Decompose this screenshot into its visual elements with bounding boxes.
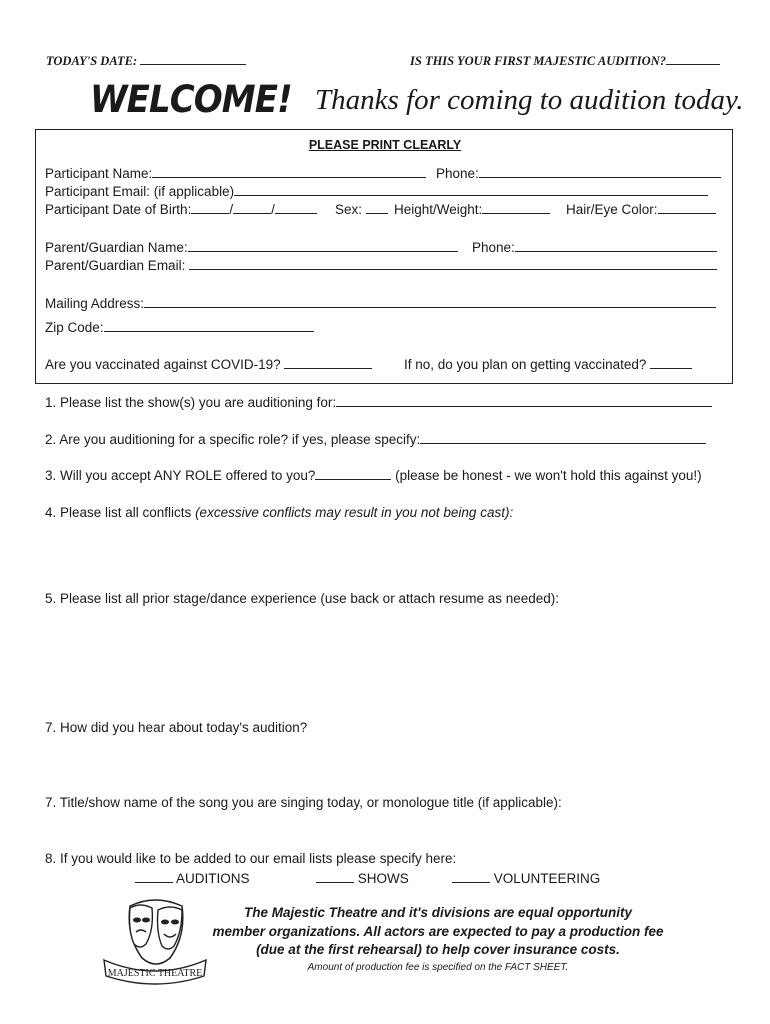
question-3[interactable]	[45, 467, 702, 483]
question-5	[45, 591, 559, 606]
plan-vaccinated-line[interactable]	[650, 356, 692, 369]
first-audition-field[interactable]	[410, 52, 720, 69]
hair-eye-field[interactable]	[566, 201, 716, 217]
option-shows-label: SHOWS	[357, 871, 409, 886]
vaccinated-line[interactable]	[284, 356, 372, 369]
dob-year-line[interactable]	[275, 201, 317, 214]
participant-phone-field[interactable]	[436, 165, 721, 181]
plan-vaccinated-label: If no, do you plan on getting vaccinated?	[404, 357, 647, 372]
question-1[interactable]	[45, 394, 712, 410]
zip-code-field[interactable]	[45, 319, 314, 335]
height-weight-line[interactable]	[482, 201, 550, 214]
thanks-heading: Thanks for coming to audition today.	[315, 84, 744, 116]
question-5-label: 5. Please list all prior stage/dance experience (use back or attach resume as needed):	[45, 591, 560, 606]
question-4-label: 4. Please list all conflicts	[45, 505, 196, 520]
guardian-phone-line[interactable]	[515, 239, 717, 252]
mailing-address-field[interactable]	[45, 295, 716, 311]
vaccinated-field[interactable]	[45, 356, 372, 372]
sex-line[interactable]	[366, 201, 388, 214]
guardian-name-field[interactable]	[45, 239, 458, 255]
option-volunteering-label: VOLUNTEERING	[493, 871, 601, 886]
question-8-label: 8. If you would like to be added to our email lists please specify here:	[45, 851, 457, 866]
participant-email-field[interactable]	[45, 183, 708, 199]
question-2[interactable]	[45, 431, 706, 447]
guardian-email-field[interactable]	[45, 257, 717, 273]
production-fee-note: Amount of production fee is specified on the FACT SHEET.	[307, 962, 569, 973]
height-weight-field[interactable]	[394, 201, 550, 217]
participant-name-label: Participant Name:	[45, 166, 153, 181]
question-1-line[interactable]	[336, 394, 712, 407]
notice-line-1: The Majestic Theatre and it's divisions are equal opportunity	[243, 905, 633, 920]
dob-label: Participant Date of Birth:	[45, 202, 192, 217]
question-8	[45, 851, 456, 866]
dob-slash: /	[229, 202, 234, 217]
question-4-note: (excessive conflicts may result in you not being cast):	[195, 505, 514, 520]
equal-opportunity-notice	[200, 904, 676, 960]
participant-phone-line[interactable]	[479, 165, 721, 178]
option-auditions-line[interactable]	[135, 870, 173, 883]
zip-code-line[interactable]	[104, 319, 314, 332]
notice-line-3: (due at the first rehearsal) to help cover insurance costs.	[256, 942, 620, 957]
mailing-address-line[interactable]	[144, 295, 716, 308]
option-auditions-label: AUDITIONS	[176, 871, 250, 886]
participant-email-label: Participant Email: (if applicable)	[45, 184, 235, 199]
plan-vaccinated-field[interactable]	[404, 356, 692, 372]
todays-date-field[interactable]	[46, 52, 246, 69]
question-7b-label: 7. Title/show name of the song you are singing today, or monologue title (if applicable):	[45, 795, 562, 810]
dob-slash: /	[271, 202, 275, 217]
notice-line-2: member organizations. All actors are expected to pay a production fee	[212, 923, 664, 939]
hair-eye-line[interactable]	[658, 201, 716, 214]
question-2-label: 2. Are you auditioning for a specific role? if yes, please specify:	[45, 432, 421, 447]
participant-email-line[interactable]	[234, 183, 708, 196]
option-auditions[interactable]	[135, 870, 250, 886]
majestic-theatre-logo	[100, 896, 210, 988]
question-3-label: 3. Will you accept ANY ROLE offered to you?	[45, 468, 316, 483]
participant-name-field[interactable]	[45, 165, 426, 181]
first-audition-label: IS THIS YOUR FIRST MAJESTIC AUDITION?	[410, 54, 666, 68]
guardian-name-line[interactable]	[188, 239, 458, 252]
sex-field[interactable]	[335, 201, 388, 217]
option-volunteering-line[interactable]	[452, 870, 490, 883]
question-2-line[interactable]	[420, 431, 706, 444]
dob-day-line[interactable]	[233, 201, 271, 214]
mailing-address-label: Mailing Address:	[45, 296, 145, 311]
option-shows[interactable]	[316, 870, 409, 886]
question-4	[45, 505, 513, 520]
vaccinated-label: Are you vaccinated against COVID-19?	[45, 357, 281, 372]
dob-field[interactable]	[45, 201, 317, 217]
participant-name-line[interactable]	[152, 165, 426, 178]
question-1-label: 1. Please list the show(s) you are auditioning for:	[45, 395, 337, 410]
height-weight-label: Height/Weight:	[394, 202, 483, 217]
question-3-note: (please be honest - we won't hold this against you!)	[395, 468, 702, 483]
todays-date-label: TODAY'S DATE:	[46, 54, 138, 68]
welcome-heading: WELCOME!	[90, 78, 292, 121]
zip-code-label: Zip Code:	[45, 320, 104, 335]
hair-eye-label: Hair/Eye Color:	[566, 202, 658, 217]
participant-phone-label: Phone:	[436, 166, 479, 181]
guardian-phone-field[interactable]	[472, 239, 717, 255]
guardian-phone-label: Phone:	[472, 240, 515, 255]
guardian-name-label: Parent/Guardian Name:	[45, 240, 188, 255]
option-shows-line[interactable]	[316, 870, 354, 883]
todays-date-line[interactable]	[140, 52, 246, 65]
dob-month-line[interactable]	[191, 201, 229, 214]
sex-label: Sex:	[335, 202, 363, 217]
guardian-email-label: Parent/Guardian Email:	[45, 258, 186, 273]
print-clearly-label: PLEASE PRINT CLEARLY	[308, 138, 462, 152]
guardian-email-line[interactable]	[189, 257, 717, 270]
question-3-line[interactable]	[315, 467, 391, 480]
first-audition-line[interactable]	[666, 52, 720, 65]
option-volunteering[interactable]	[452, 870, 600, 886]
question-7b	[45, 795, 562, 810]
logo-lettering: MAJESTIC THEATRE	[107, 968, 203, 979]
question-7a	[45, 720, 307, 735]
question-7a-label: 7. How did you hear about today's audition?	[45, 720, 308, 735]
